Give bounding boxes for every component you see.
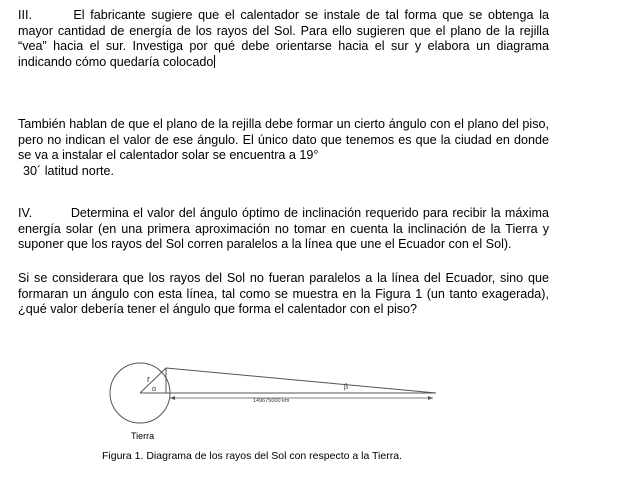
figure-caption: Figura 1. Diagrama de los rayos del Sol con respecto a la Tierra. [102, 450, 402, 462]
section-3-paragraph [18, 8, 549, 70]
angle-text: También hablan de que el plano de la rejilla debe formar un cierto ángulo con el plano del piso, pero no indican el valor de ese ángulo. El único dato que tenemos es que la ciudad en donde se va a instalar el calentador solar se encuentra a 19° [18, 117, 549, 163]
distance-label: 149675000 km [253, 398, 290, 404]
section-4-question [18, 271, 549, 318]
section-4-text: Determina el valor del ángulo óptimo de inclinación requerido para recibir la máxima energía solar (en una primera aproximación no tomar en cuenta la inclinación de la Tierra y suponer que los rayos del Sol corren paralelos a la línea que une el Ecuador con el Sol). [18, 206, 550, 252]
alpha-label: α [152, 386, 157, 393]
distance-arrow-left-head [170, 396, 175, 400]
text-cursor [214, 55, 215, 68]
section-4-paragraph [18, 206, 549, 253]
ray-top [166, 368, 436, 393]
beta-label: β [344, 384, 349, 391]
section-3-text: El fabricante sugiere que el calentador se instale de tal forma que se obtenga la mayor cantidad de energía de los rayos del Sol. Para ello sugieren que el plano de la rejilla “vea” hacia el sur. Investiga por qué debe orientarse hacia el sur y elabora un diagrama indicando cómo quedaría colocado [18, 8, 550, 69]
distance-arrow-right-head [428, 396, 433, 400]
section-4-number: IV. [18, 206, 33, 220]
radius-label: r [147, 374, 150, 384]
section-3-number: III. [18, 8, 32, 22]
latitude-text: 30´ latitud norte. [23, 163, 115, 178]
section-4-question-text: Si se considerara que los rayos del Sol no fueran paralelos a la línea del Ecuador, sino que formaran un ángulo con esta línea, tal como se muestra en la Figura 1 (un tanto exagerada), ¿qué valor debería tener el ángulo que forma el calentador con el piso? [18, 271, 549, 317]
angle-paragraph [18, 117, 549, 179]
earth-label: Tierra [131, 431, 155, 441]
